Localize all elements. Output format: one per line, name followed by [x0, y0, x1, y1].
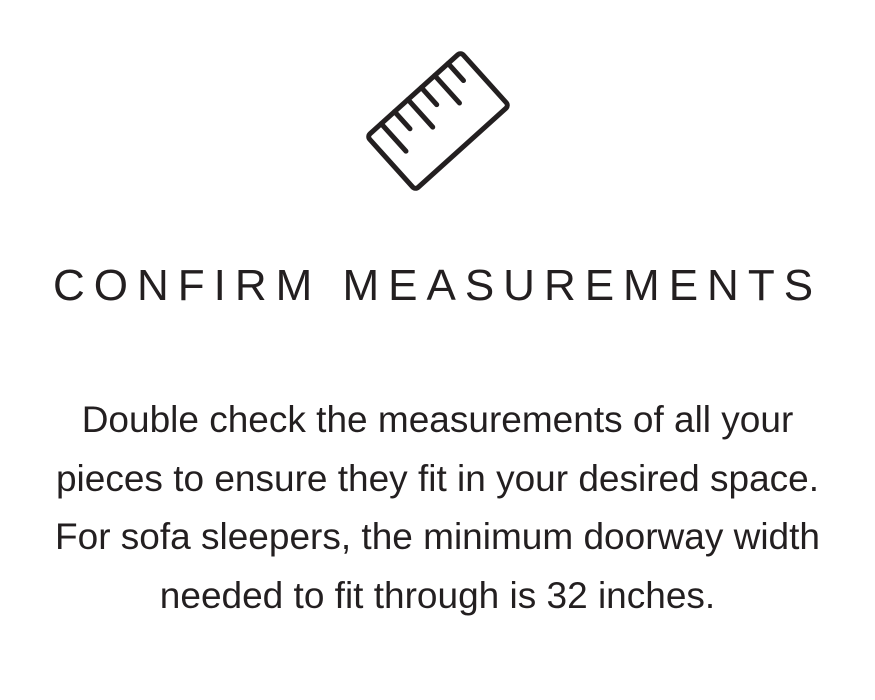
page-title: CONFIRM MEASUREMENTS: [52, 261, 823, 310]
ruler-icon-graphic: [338, 26, 538, 216]
ruler-icon: [318, 26, 558, 216]
description-text: Double check the measurements of all your pieces to ensure they fit in your desired space. For sofa sleepers, the minimum doorway width needed to fit through is 32 inches.: [55, 399, 820, 616]
